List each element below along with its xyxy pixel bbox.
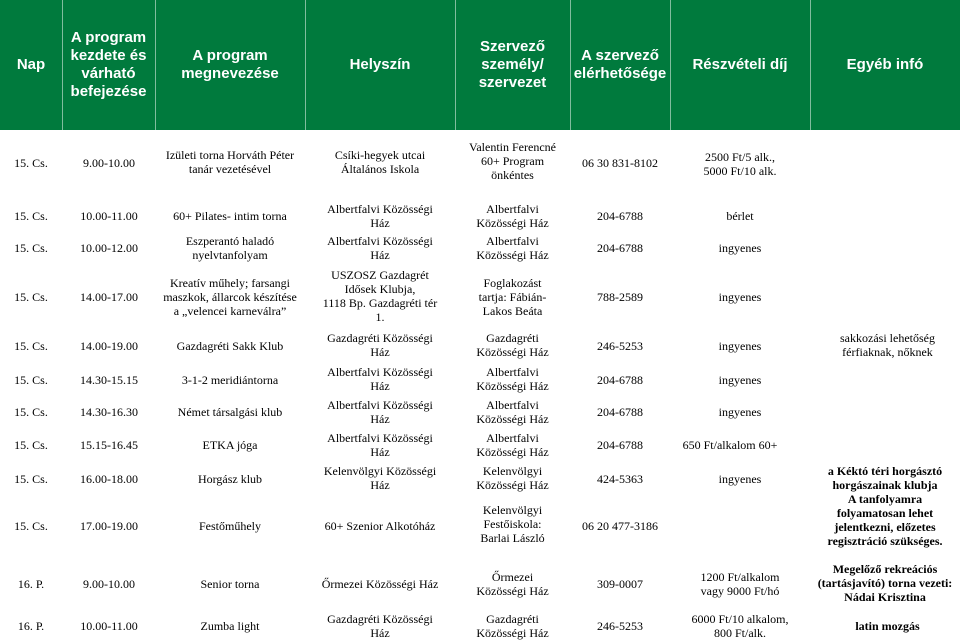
cell-dij: 6000 Ft/10 alkalom, 800 Ft/alk.	[691, 612, 789, 640]
cell-szervezo: Valentin Ferencné 60+ Program önkéntes	[469, 140, 556, 182]
cell-nap: 15. Cs.	[14, 519, 48, 533]
cell-egyeb: a Kéktó téri horgásztó horgászainak klubja A tanfolyamra folyamatosan lehet jelentkezni, előzetes regisztráció szükséges.	[827, 464, 943, 548]
cell-szervezo: Kelenvölgyi Közösségi Ház	[476, 464, 549, 492]
header-helyszin: Helyszín	[349, 56, 411, 73]
cell-helyszin: Albertfalvi Közösségi Ház	[327, 398, 433, 426]
cell-egyeb: sakkozási lehetőség férfiaknak, nőknek	[840, 331, 935, 359]
header-megnevezes: A program megnevezése	[181, 47, 279, 82]
cell-szervezo: Gazdagréti Közösségi Ház	[476, 612, 549, 640]
cell-ido: 14.30-16.30	[80, 405, 138, 419]
cell-helyszin: Albertfalvi Közösségi Ház	[327, 431, 433, 459]
header-szervezo: Szervező személy/ szervezet	[478, 38, 547, 91]
cell-szervezo: Albertfalvi Közösségi Ház	[476, 398, 549, 426]
cell-ido: 10.00-11.00	[80, 619, 138, 633]
cell-dij: bérlet	[726, 209, 754, 223]
cell-ido: 14.00-17.00	[80, 290, 138, 304]
cell-program: Kreatív műhely; farsangi maszkok, állarcok készítése a „velencei karneválra”	[163, 276, 297, 318]
cell-szervezo: Albertfalvi Közösségi Ház	[476, 234, 549, 262]
cell-program: Német társalgási klub	[177, 405, 283, 419]
cell-elerhetoseg: 06 20 477-3186	[582, 519, 658, 533]
cell-program: 3-1-2 meridiántorna	[181, 373, 279, 387]
cell-egyeb: latin mozgás	[855, 619, 920, 633]
cell-szervezo: Albertfalvi Közösségi Ház	[476, 365, 549, 393]
cell-ido: 17.00-19.00	[80, 519, 138, 533]
cell-nap: 15. Cs.	[14, 438, 48, 452]
cell-szervezo: Gazdagréti Közösségi Ház	[476, 331, 549, 359]
cell-dij: ingyenes	[718, 472, 762, 486]
cell-dij: 2500 Ft/5 alk., 5000 Ft/10 alk.	[703, 150, 777, 178]
cell-program: Festőműhely	[199, 519, 261, 533]
cell-elerhetoseg: 246-5253	[597, 619, 643, 633]
cell-helyszin: Albertfalvi Közösségi Ház	[327, 234, 433, 262]
cell-helyszin: USZOSZ Gazdagrét Idősek Klubja, 1118 Bp. Gazdagréti tér 1.	[322, 268, 438, 324]
cell-dij: ingyenes	[718, 290, 762, 304]
cell-elerhetoseg: 06 30 831-8102	[582, 156, 658, 170]
cell-helyszin: Gazdagréti Közösségi Ház	[327, 612, 433, 640]
cell-nap: 15. Cs.	[14, 472, 48, 486]
table-header	[0, 0, 960, 130]
cell-ido: 15.15-16.45	[80, 438, 138, 452]
cell-program: Izületi torna Horváth Péter tanár vezetésével	[165, 148, 295, 176]
header-dij: Részvételi díj	[692, 56, 788, 73]
cell-ido: 16.00-18.00	[80, 472, 138, 486]
cell-program: Senior torna	[200, 577, 260, 591]
cell-ido: 9.00-10.00	[83, 577, 135, 591]
cell-nap: 16. P.	[17, 577, 45, 591]
cell-dij: ingyenes	[718, 339, 762, 353]
cell-program: 60+ Pilates- intim torna	[173, 209, 287, 223]
cell-egyeb: Megelőző rekreációs (tartásjavító) torna vezeti: Nádai Krisztina	[817, 562, 953, 604]
cell-elerhetoseg: 309-0007	[597, 577, 643, 591]
cell-nap: 15. Cs.	[14, 241, 48, 255]
cell-elerhetoseg: 246-5253	[597, 339, 643, 353]
header-elerhetoseg: A szervező elérhetősége	[573, 47, 667, 82]
cell-helyszin: 60+ Szenior Alkotóház	[324, 519, 436, 533]
cell-helyszin: Albertfalvi Közösségi Ház	[327, 365, 433, 393]
cell-nap: 15. Cs.	[14, 405, 48, 419]
cell-nap: 15. Cs.	[14, 339, 48, 353]
cell-szervezo: Foglakozást tartja: Fábián- Lakos Beáta	[478, 276, 547, 318]
cell-dij: ingyenes	[718, 405, 762, 419]
cell-dij: ingyenes	[718, 373, 762, 387]
cell-elerhetoseg: 204-6788	[597, 405, 643, 419]
cell-dij: 650 Ft/alkalom 60+	[682, 438, 778, 452]
cell-ido: 10.00-12.00	[80, 241, 138, 255]
cell-program: ETKA jóga	[202, 438, 258, 452]
cell-nap: 15. Cs.	[14, 290, 48, 304]
cell-program: Horgász klub	[197, 472, 263, 486]
cell-helyszin: Gazdagréti Közösségi Ház	[327, 331, 433, 359]
cell-dij: 1200 Ft/alkalom vagy 9000 Ft/hó	[700, 570, 780, 598]
cell-szervezo: Kelenvölgyi Festőiskola: Barlai László	[480, 503, 545, 545]
cell-elerhetoseg: 788-2589	[597, 290, 643, 304]
cell-program: Eszperantó haladó nyelvtanfolyam	[185, 234, 275, 262]
cell-nap: 15. Cs.	[14, 373, 48, 387]
header-kezdete: A program kezdete és várható befejezése	[70, 29, 147, 100]
cell-elerhetoseg: 204-6788	[597, 438, 643, 452]
cell-dij: ingyenes	[718, 241, 762, 255]
cell-program: Zumba light	[200, 619, 260, 633]
header-egyeb: Egyéb infó	[846, 56, 924, 73]
cell-helyszin: Albertfalvi Közösségi Ház	[327, 202, 433, 230]
cell-ido: 14.00-19.00	[80, 339, 138, 353]
cell-nap: 15. Cs.	[14, 209, 48, 223]
cell-szervezo: Őrmezei Közösségi Ház	[476, 570, 549, 598]
cell-szervezo: Albertfalvi Közösségi Ház	[476, 202, 549, 230]
cell-nap: 16. P.	[17, 619, 45, 633]
cell-ido: 14.30-15.15	[80, 373, 138, 387]
cell-elerhetoseg: 204-6788	[597, 241, 643, 255]
cell-elerhetoseg: 424-5363	[597, 472, 643, 486]
cell-helyszin: Csíki-hegyek utcai Általános Iskola	[334, 148, 426, 176]
header-nap: Nap	[16, 56, 46, 73]
cell-nap: 15. Cs.	[14, 156, 48, 170]
cell-helyszin: Őrmezei Közösségi Ház	[321, 577, 439, 591]
cell-ido: 10.00-11.00	[80, 209, 138, 223]
cell-elerhetoseg: 204-6788	[597, 373, 643, 387]
cell-szervezo: Albertfalvi Közösségi Ház	[476, 431, 549, 459]
cell-ido: 9.00-10.00	[83, 156, 135, 170]
cell-program: Gazdagréti Sakk Klub	[176, 339, 284, 353]
cell-elerhetoseg: 204-6788	[597, 209, 643, 223]
cell-helyszin: Kelenvölgyi Közösségi Ház	[323, 464, 437, 492]
